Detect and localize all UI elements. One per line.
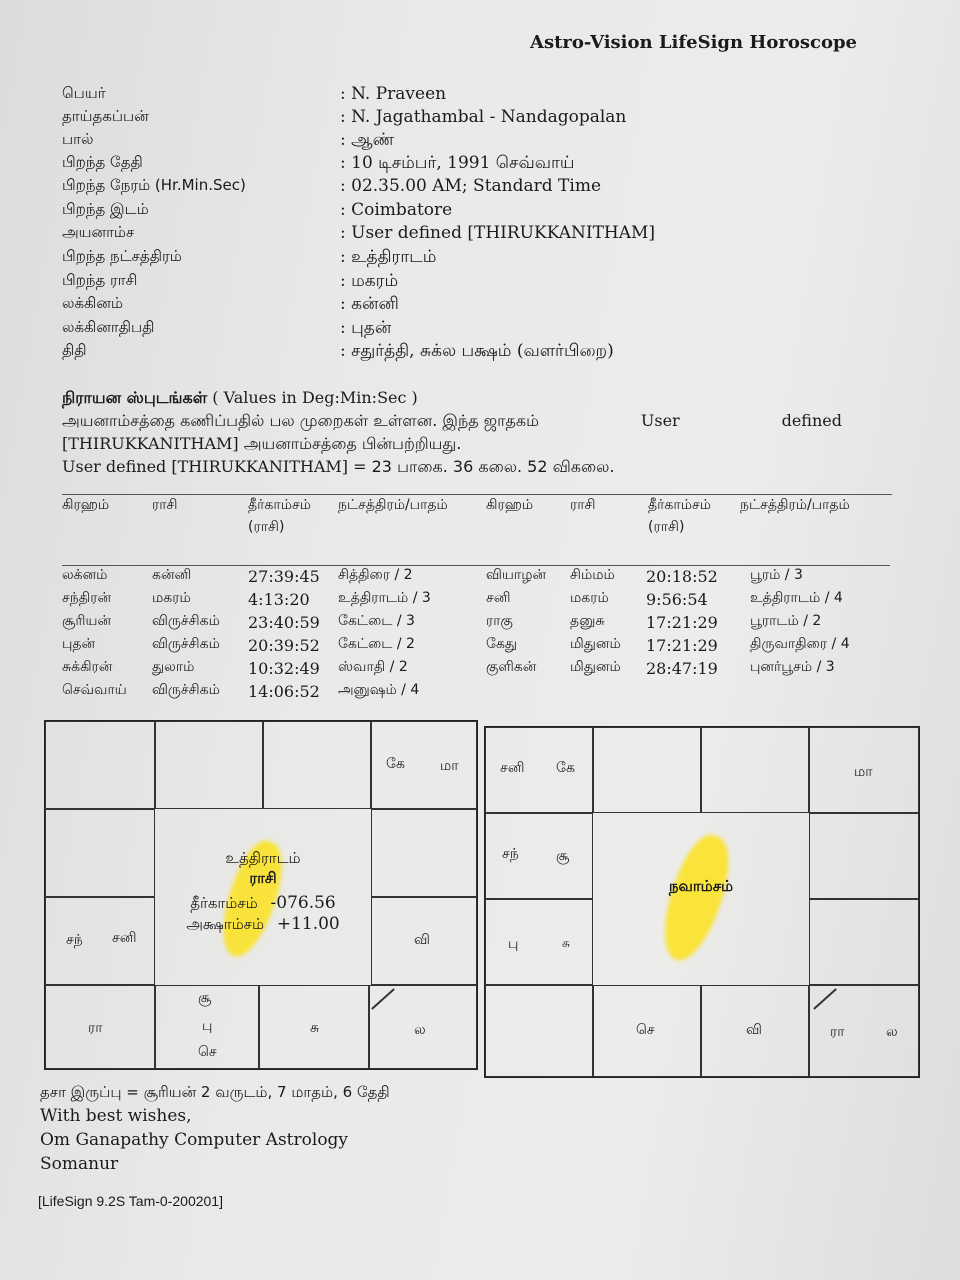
planet-sani: சனி	[500, 760, 525, 776]
planet-raa: ரா	[830, 1024, 845, 1040]
cell-star: பூராடம் / 2	[750, 613, 822, 629]
cell-star: திருவாதிரை / 4	[750, 636, 850, 652]
info-label: பிறந்த இடம்	[62, 200, 149, 218]
info-value: : சதுர்த்தி, சுக்ல பக்ஷம் (வளர்பிறை)	[340, 341, 614, 361]
planet-la: ல	[886, 1024, 898, 1040]
planet-san: சந்	[502, 846, 519, 862]
info-label: பால்	[62, 130, 94, 148]
info-label: பிறந்த ராசி	[62, 271, 138, 289]
cell-star: ஸ்வாதி / 2	[338, 659, 408, 675]
nirayana-line1-user: User	[640, 411, 680, 430]
info-value: : உத்திராடம்	[340, 247, 437, 267]
yellow-highlight	[650, 828, 741, 967]
rasi-house-su	[259, 985, 369, 1069]
cell-deg: 10:32:49	[248, 659, 320, 678]
cell-graha: கேது	[486, 636, 518, 652]
info-value: : மகரம்	[340, 271, 399, 291]
info-label: பிறந்த நேரம் (Hr.Min.Sec)	[62, 176, 246, 194]
info-label: லக்கினாதிபதி	[62, 318, 155, 336]
planet-maa: மா	[440, 758, 459, 774]
cell-star: உத்திராடம் / 3	[338, 590, 431, 606]
navamsa-house-raa-la	[809, 985, 919, 1077]
rasi-house-ke-maa	[371, 721, 477, 809]
rasi-house	[45, 809, 155, 897]
nirayana-line1-text: அயனாம்சத்தை கணிப்பதில் பல முறைகள் உள்ளன. இந்த ஜாதகம்	[62, 411, 539, 430]
cell-rasi: மகரம்	[152, 590, 191, 606]
longitude-value: -076.56	[270, 893, 336, 913]
info-value: : 02.35.00 AM; Standard Time	[340, 176, 602, 196]
planet-ke: கே	[556, 760, 575, 776]
navamsa-house	[809, 813, 919, 899]
footer	[40, 1080, 390, 1176]
cell-deg: 20:18:52	[646, 567, 718, 586]
cell-rasi: சிம்மம்	[570, 567, 615, 583]
info-label: பெயர்	[62, 84, 106, 102]
longitude-label: தீர்காம்சம்	[190, 894, 258, 912]
rasi-house	[263, 721, 371, 809]
col-deg-sub-1: (ராசி)	[248, 519, 285, 535]
rasi-house-vi	[371, 897, 477, 985]
nirayana-line2-a: [THIRUKKANITHAM]	[62, 434, 239, 453]
cell-rasi: துலாம்	[152, 659, 195, 675]
navamsa-house-maa	[809, 727, 919, 813]
cell-rasi: தனுசு	[570, 613, 605, 629]
latitude-label: அக்ஷாம்சம்	[186, 915, 265, 933]
col-graha-2: கிரஹம்	[486, 497, 534, 513]
cell-graha: சந்திரன்	[62, 590, 112, 606]
table-header-rule	[62, 565, 890, 566]
cell-deg: 9:56:54	[646, 590, 708, 609]
col-deg-2: தீர்காம்சம்	[648, 497, 711, 513]
navamsa-chart	[484, 726, 920, 1078]
info-value: : N. Praveen	[340, 84, 447, 104]
navamsa-house-se	[593, 985, 701, 1077]
wishes-line: With best wishes,	[40, 1106, 192, 1126]
cell-graha: குளிகன்	[486, 659, 537, 675]
table-row	[62, 682, 892, 705]
table-top-rule	[62, 494, 892, 495]
info-value: : கன்னி	[340, 294, 399, 314]
cell-graha: புதன்	[62, 636, 96, 652]
dasa-balance: தசா இருப்பு = சூரியன் 2 வருடம், 7 மாதம், 6 தேதி	[40, 1083, 390, 1101]
cell-graha: சுக்கிரன்	[62, 659, 113, 675]
cell-graha: செவ்வாய்	[62, 682, 127, 698]
col-deg-1: தீர்காம்சம்	[248, 497, 311, 513]
cell-star: பூரம் / 3	[750, 567, 803, 583]
navamsa-house	[593, 727, 701, 813]
cell-rasi: விருச்சிகம்	[152, 636, 220, 652]
navamsa-house-san-soo	[485, 813, 593, 899]
navamsa-house-pu-su	[485, 899, 593, 985]
nirayana-title	[62, 386, 842, 409]
rasi-chart	[44, 720, 478, 1070]
cell-graha: சனி	[486, 590, 511, 606]
cell-star: கேட்டை / 2	[338, 636, 415, 652]
planet-soo: சூ	[198, 990, 212, 1006]
cell-rasi: விருச்சிகம்	[152, 613, 220, 629]
rasi-house-soo-pu-se	[155, 985, 259, 1069]
table-row	[62, 659, 892, 682]
cell-rasi: மகரம்	[570, 590, 609, 606]
info-label: தாய்தகப்பன்	[62, 107, 149, 125]
navamsa-house	[809, 899, 919, 985]
cell-star: அனுஷம் / 4	[338, 682, 420, 698]
nirayana-line-2	[62, 432, 842, 455]
cell-star: புனர்பூசம் / 3	[750, 659, 835, 675]
nirayana-title-ta: நிராயன ஸ்புடங்கள்	[62, 388, 208, 407]
table-row	[62, 613, 892, 636]
cell-deg: 23:40:59	[248, 613, 320, 632]
planet-table-header	[62, 497, 892, 547]
planet-se: செ	[198, 1044, 217, 1060]
col-deg-sub-2: (ராசி)	[648, 519, 685, 535]
nirayana-line3-a: User defined [THIRUKKANITHAM] =	[62, 457, 367, 476]
planet-su: சு	[562, 936, 570, 950]
cell-deg: 28:47:19	[646, 659, 718, 678]
planet-vi: வி	[746, 1022, 762, 1038]
software-version: [LifeSign 9.2S Tam-0-200201]	[38, 1193, 223, 1209]
planet-raa: ரா	[88, 1020, 103, 1036]
cell-graha: லக்னம்	[62, 567, 108, 583]
info-value: : புதன்	[340, 318, 392, 338]
col-graha-1: கிரஹம்	[62, 497, 110, 513]
cell-deg: 14:06:52	[248, 682, 320, 701]
table-row	[62, 590, 892, 613]
lagna-mark	[813, 988, 837, 1010]
rasi-house-san-sani	[45, 897, 155, 985]
cell-rasi: விருச்சிகம்	[152, 682, 220, 698]
info-label: அயனாம்ச	[62, 223, 135, 241]
planet-pu: பு	[508, 936, 519, 952]
planet-ke: கே	[386, 756, 405, 772]
info-value: : Coimbatore	[340, 200, 453, 220]
cell-star: கேட்டை / 3	[338, 613, 415, 629]
cell-rasi: மிதுனம்	[570, 659, 621, 675]
nirayana-section	[62, 386, 842, 478]
cell-graha: வியாழன்	[486, 567, 547, 583]
cell-graha: ராகு	[486, 613, 513, 629]
cell-star: சித்திரை / 2	[338, 567, 413, 583]
planet-se: செ	[636, 1022, 655, 1038]
navamsa-house-sani-ke	[485, 727, 593, 813]
planet-su: சு	[310, 1020, 320, 1036]
navamsa-house	[485, 985, 593, 1077]
company-name: Om Ganapathy Computer Astrology	[40, 1130, 349, 1150]
cell-deg: 27:39:45	[248, 567, 320, 586]
info-label: பிறந்த தேதி	[62, 153, 143, 171]
table-row	[62, 567, 892, 590]
cell-deg: 4:13:20	[248, 590, 310, 609]
navamsa-house	[701, 727, 809, 813]
navamsa-house-vi	[701, 985, 809, 1077]
latitude-value: +11.00	[276, 914, 340, 934]
rasi-center-star: உத்திராடம்	[225, 849, 301, 867]
info-label: பிறந்த நட்சத்திரம்	[62, 247, 182, 265]
info-value: : N. Jagathambal - Nandagopalan	[340, 107, 627, 127]
planet-maa: மா	[854, 764, 873, 780]
nirayana-line1-defined: defined	[781, 411, 842, 430]
info-value: : 10 டிசம்பர், 1991 செவ்வாய்	[340, 153, 575, 173]
nirayana-line2-b: அயனாம்சத்தை பின்பற்றியது.	[243, 434, 462, 453]
col-star-2: நட்சத்திரம்/பாதம்	[740, 497, 850, 513]
rasi-center-title: ராசி	[249, 869, 277, 887]
cell-star: உத்திராடம் / 4	[750, 590, 843, 606]
rasi-center	[155, 849, 371, 935]
planet-table-body	[62, 567, 892, 705]
nirayana-line-3	[62, 455, 842, 478]
table-row	[62, 636, 892, 659]
company-place: Somanur	[40, 1154, 119, 1174]
cell-deg: 17:21:29	[646, 636, 718, 655]
col-rasi-2: ராசி	[570, 497, 596, 513]
cell-rasi: மிதுனம்	[570, 636, 621, 652]
lagna-mark	[371, 988, 395, 1010]
rasi-house-lagnam	[369, 985, 477, 1069]
cell-deg: 20:39:52	[248, 636, 320, 655]
rasi-house-raa	[45, 985, 155, 1069]
info-label: லக்கினம்	[62, 294, 123, 312]
rasi-house	[45, 721, 155, 809]
nirayana-line3-b: 23 பாகை. 36 கலை. 52 விகலை.	[371, 457, 615, 476]
report-header: Astro-Vision LifeSign Horoscope	[530, 32, 857, 53]
planet-sani: சனி	[112, 930, 137, 946]
rasi-house	[155, 721, 263, 809]
nirayana-line-1	[62, 409, 842, 432]
info-label: திதி	[62, 341, 87, 359]
planet-soo: சூ	[556, 848, 570, 864]
cell-rasi: கன்னி	[152, 567, 192, 583]
col-star-1: நட்சத்திரம்/பாதம்	[338, 497, 448, 513]
info-value: : ஆண்	[340, 130, 395, 150]
planet-la: ல	[414, 1022, 426, 1038]
info-value: : User defined [THIRUKKANITHAM]	[340, 223, 656, 243]
cell-graha: சூரியன்	[62, 613, 112, 629]
nirayana-title-en: ( Values in Deg:Min:Sec )	[212, 388, 418, 407]
rasi-house	[371, 809, 477, 897]
planet-pu: பு	[202, 1018, 213, 1034]
cell-deg: 17:21:29	[646, 613, 718, 632]
navamsa-center-title: நவாம்சம்	[668, 877, 734, 895]
planet-vi: வி	[414, 932, 430, 948]
planet-san: சந்	[66, 932, 83, 948]
col-rasi-1: ராசி	[152, 497, 178, 513]
